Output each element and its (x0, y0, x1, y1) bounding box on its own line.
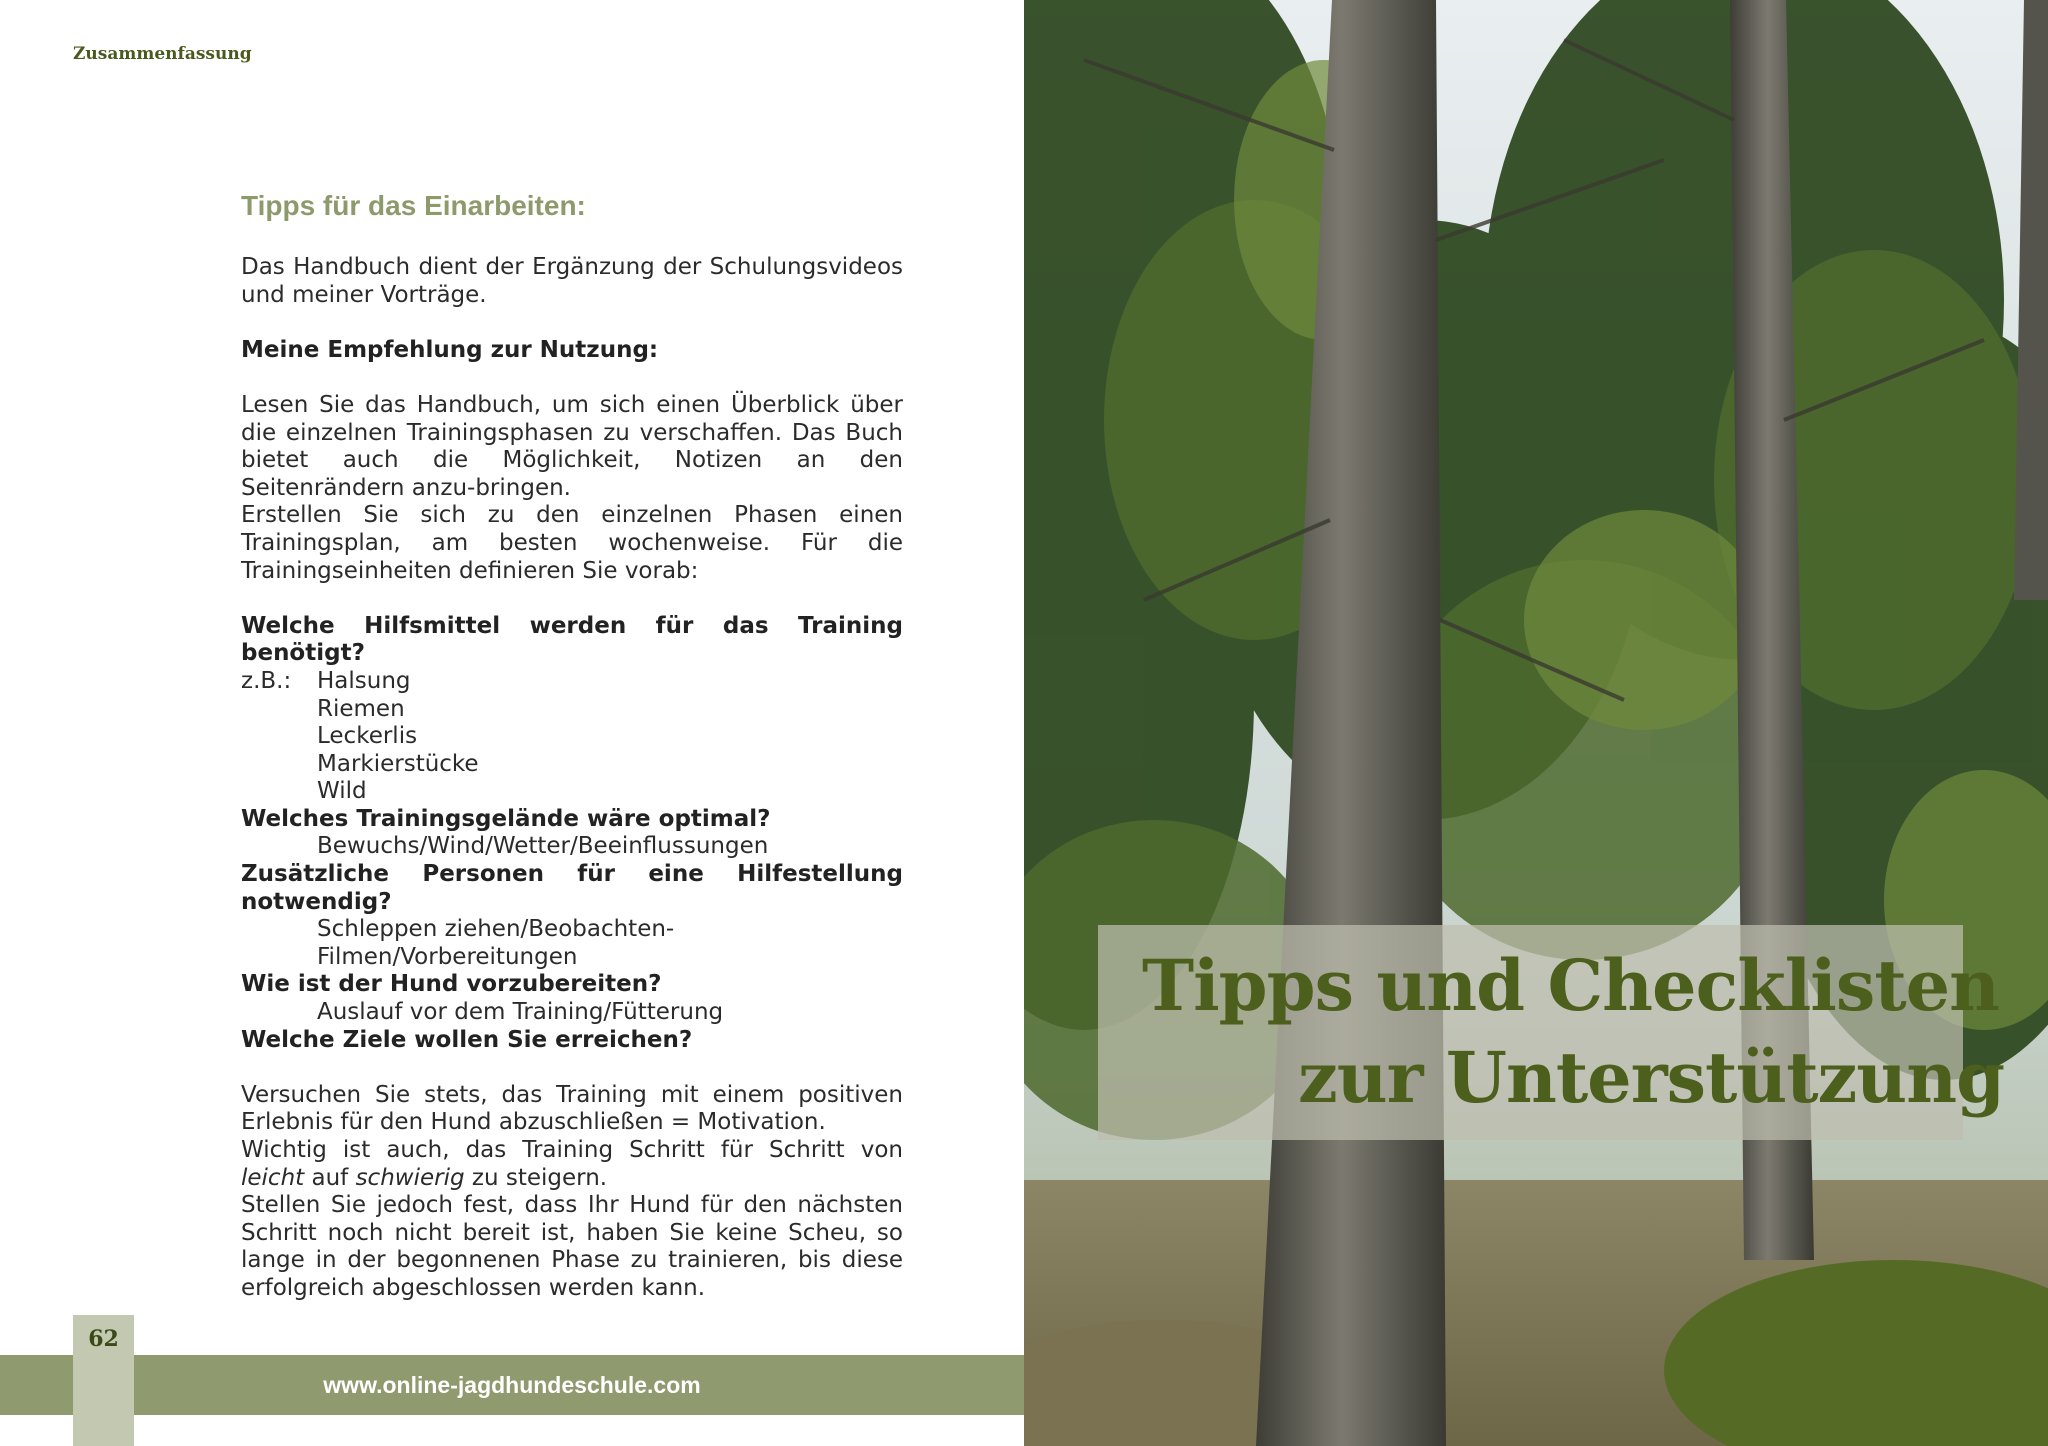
persons-detail: Schleppen ziehen/Beobachten-Filmen/Vorbereitungen (317, 916, 675, 970)
running-head: Zusammenfassung (73, 44, 252, 64)
paragraph-steps: Wichtig ist auch, das Training Schritt für Schritt von leicht auf schwierig zu steigern. (241, 1137, 903, 1191)
question-preparation: Wie ist der Hund vorzubereiten? (241, 971, 662, 998)
photo-title-line-2: zur Unterstützung (1298, 1036, 2005, 1119)
question-tools: Welche Hilfsmittel werden für das Training benötigt? (241, 612, 903, 667)
intro-paragraph: Das Handbuch dient der Ergänzung der Schulungsvideos und meiner Vorträge. (241, 254, 903, 308)
list-item (241, 668, 903, 696)
question-terrain: Welches Trainingsgelände wäre optimal? (241, 805, 771, 832)
example-prefix: z.B.: (241, 667, 292, 694)
tool-item: Wild (317, 778, 367, 805)
tool-item: Halsung (317, 667, 411, 694)
question-goals: Welche Ziele wollen Sie erreichen? (241, 1026, 693, 1053)
tool-item: Leckerlis (317, 723, 418, 750)
forest-photo (1024, 0, 2048, 1446)
main-content (241, 188, 903, 1303)
forest-image (1024, 0, 2048, 1446)
recommendation-heading: Meine Empfehlung zur Nutzung: (241, 336, 659, 363)
section-heading: Tipps für das Einarbeiten: (241, 190, 586, 221)
paragraph-phase: Stellen Sie jedoch fest, dass Ihr Hund für den nächsten Schritt noch nicht bereit ist, haben Sie keine Scheu, so lange in der begonnenen Phase zu trainieren, bis diese erfolgreich abgeschlossen werden kann. (241, 1192, 903, 1301)
preparation-detail: Auslauf vor dem Training/Fütterung (317, 999, 724, 1026)
tool-item: Riemen (317, 695, 405, 722)
photo-title-line-1: Tipps und Checklisten (1142, 944, 2000, 1027)
paragraph-overview: Lesen Sie das Handbuch, um sich einen Überblick über die einzelnen Trainingsphasen zu verschaffen. Das Buch bietet auch die Möglichkeit, Notizen an den Seitenrändern anzu-bringen. (241, 391, 903, 501)
footer-url: www.online-jagdhundeschule.com (323, 1372, 701, 1398)
tool-item: Markierstücke (317, 750, 479, 777)
page-number: 62 (88, 1326, 119, 1352)
paragraph-motivation: Versuchen Sie stets, das Training mit einem positiven Erlebnis für den Hund abzuschließen = Motivation. (241, 1081, 903, 1136)
paragraph-plan: Erstellen Sie sich zu den einzelnen Phasen einen Trainingsplan, am besten wochenweise. Für die Trainingseinheiten definieren Sie vorab: (241, 502, 903, 584)
terrain-detail: Bewuchs/Wind/Wetter/Beeinflussungen (317, 833, 769, 860)
question-persons: Zusätzliche Personen für eine Hilfestellung notwendig? (241, 861, 903, 915)
